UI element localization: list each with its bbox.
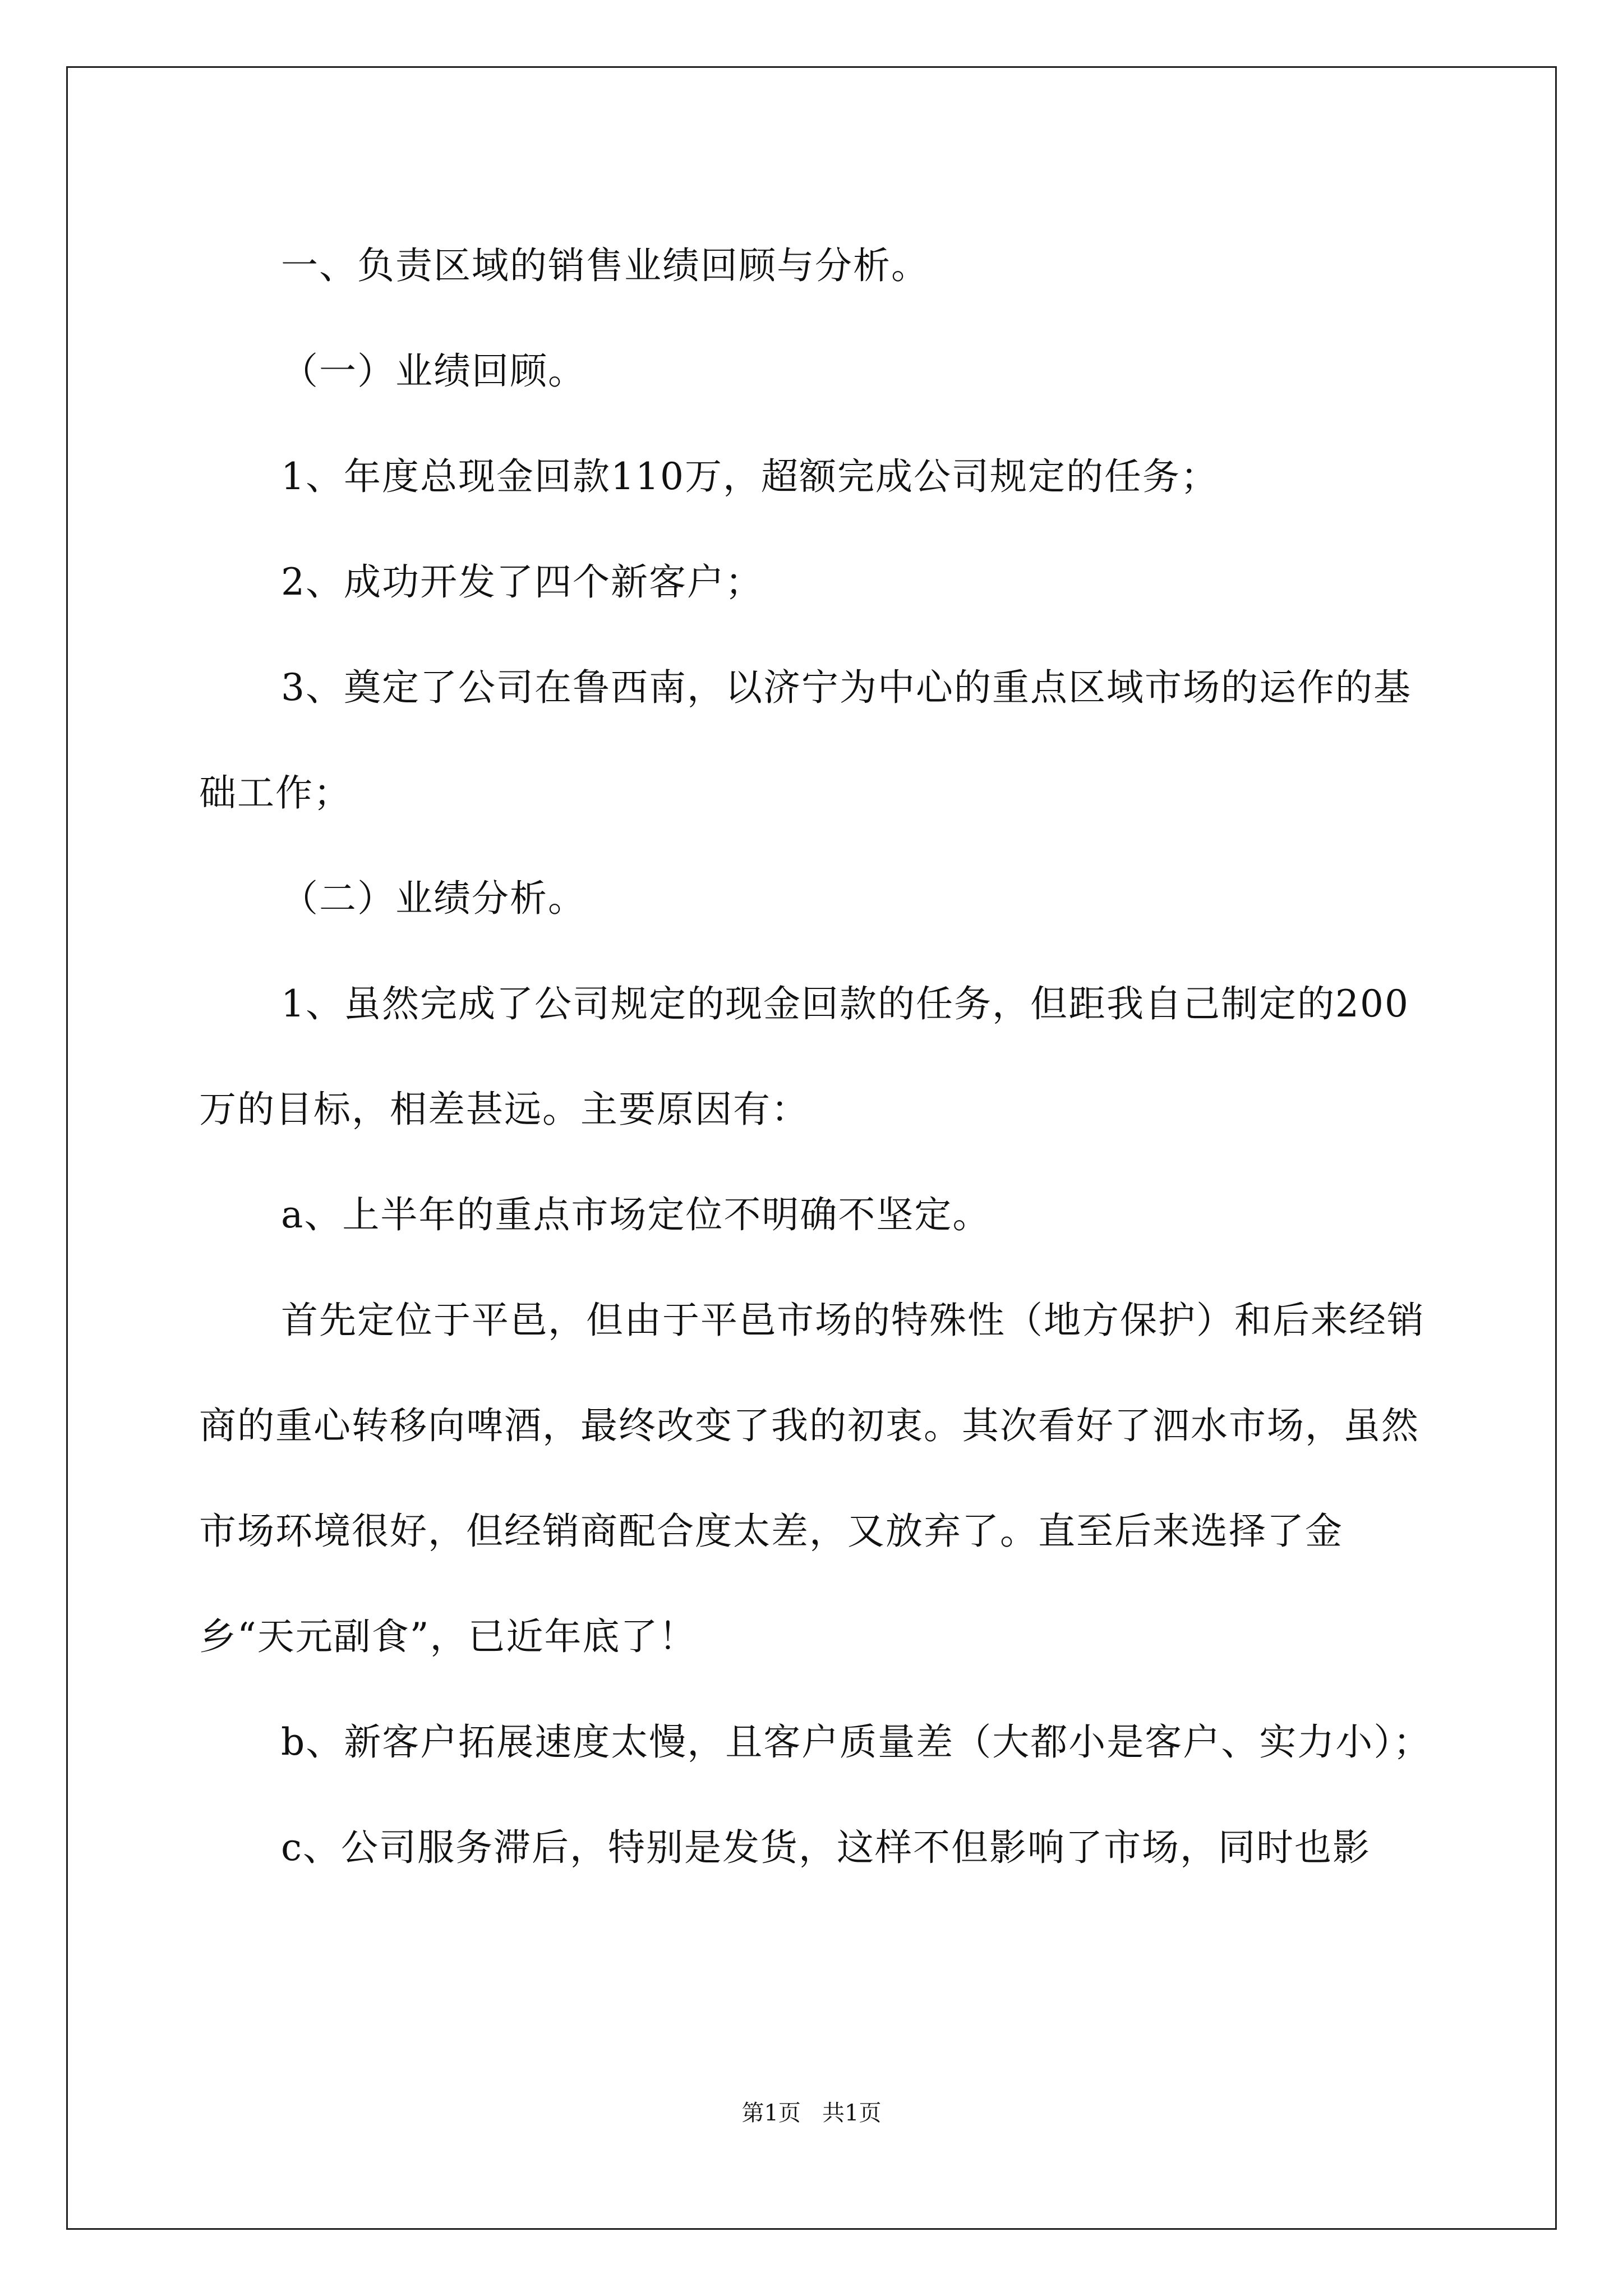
list-item: c、公司服务滞后，特别是发货，这样不但影响了市场，同时也影 xyxy=(281,1826,1371,1869)
subsection-heading: （一）业绩回顾。 xyxy=(281,349,586,393)
page-number-footer: 第1页 共1页 xyxy=(741,2100,882,2126)
list-item: 1、年度总现金回款110万，超额完成公司规定的任务； xyxy=(281,455,1219,498)
section-heading: 一、负责区域的销售业绩回顾与分析。 xyxy=(281,244,929,287)
body-paragraph: 首先定位于平邑，但由于平邑市场的特殊性（地方保护）和后来经销商的重心转移向啤酒，最终改变了我的初衷。其次看好了泗水市场，虽然市场环境很好，但经销商配合度太差，又放弃了。直至后来选择了金乡“天元副食”，已近年底了！ xyxy=(199,1299,1425,1658)
list-item: 1、虽然完成了公司规定的现金回款的任务，但距我自己制定的200万的目标，相差甚远。主要原因有： xyxy=(199,982,1409,1131)
subsection-heading: （二）业绩分析。 xyxy=(281,877,586,920)
list-item: a、上半年的重点市场定位不明确不坚定。 xyxy=(281,1193,991,1236)
list-item: 2、成功开发了四个新客户； xyxy=(281,560,763,604)
document-body xyxy=(199,213,1433,1901)
list-item: b、新客户拓展速度太慢，且客户质量差（大都小是客户、实力小）； xyxy=(281,1720,1432,1764)
list-item: 3、奠定了公司在鲁西南，以济宁为中心的重点区域市场的运作的基础工作； xyxy=(199,666,1412,815)
